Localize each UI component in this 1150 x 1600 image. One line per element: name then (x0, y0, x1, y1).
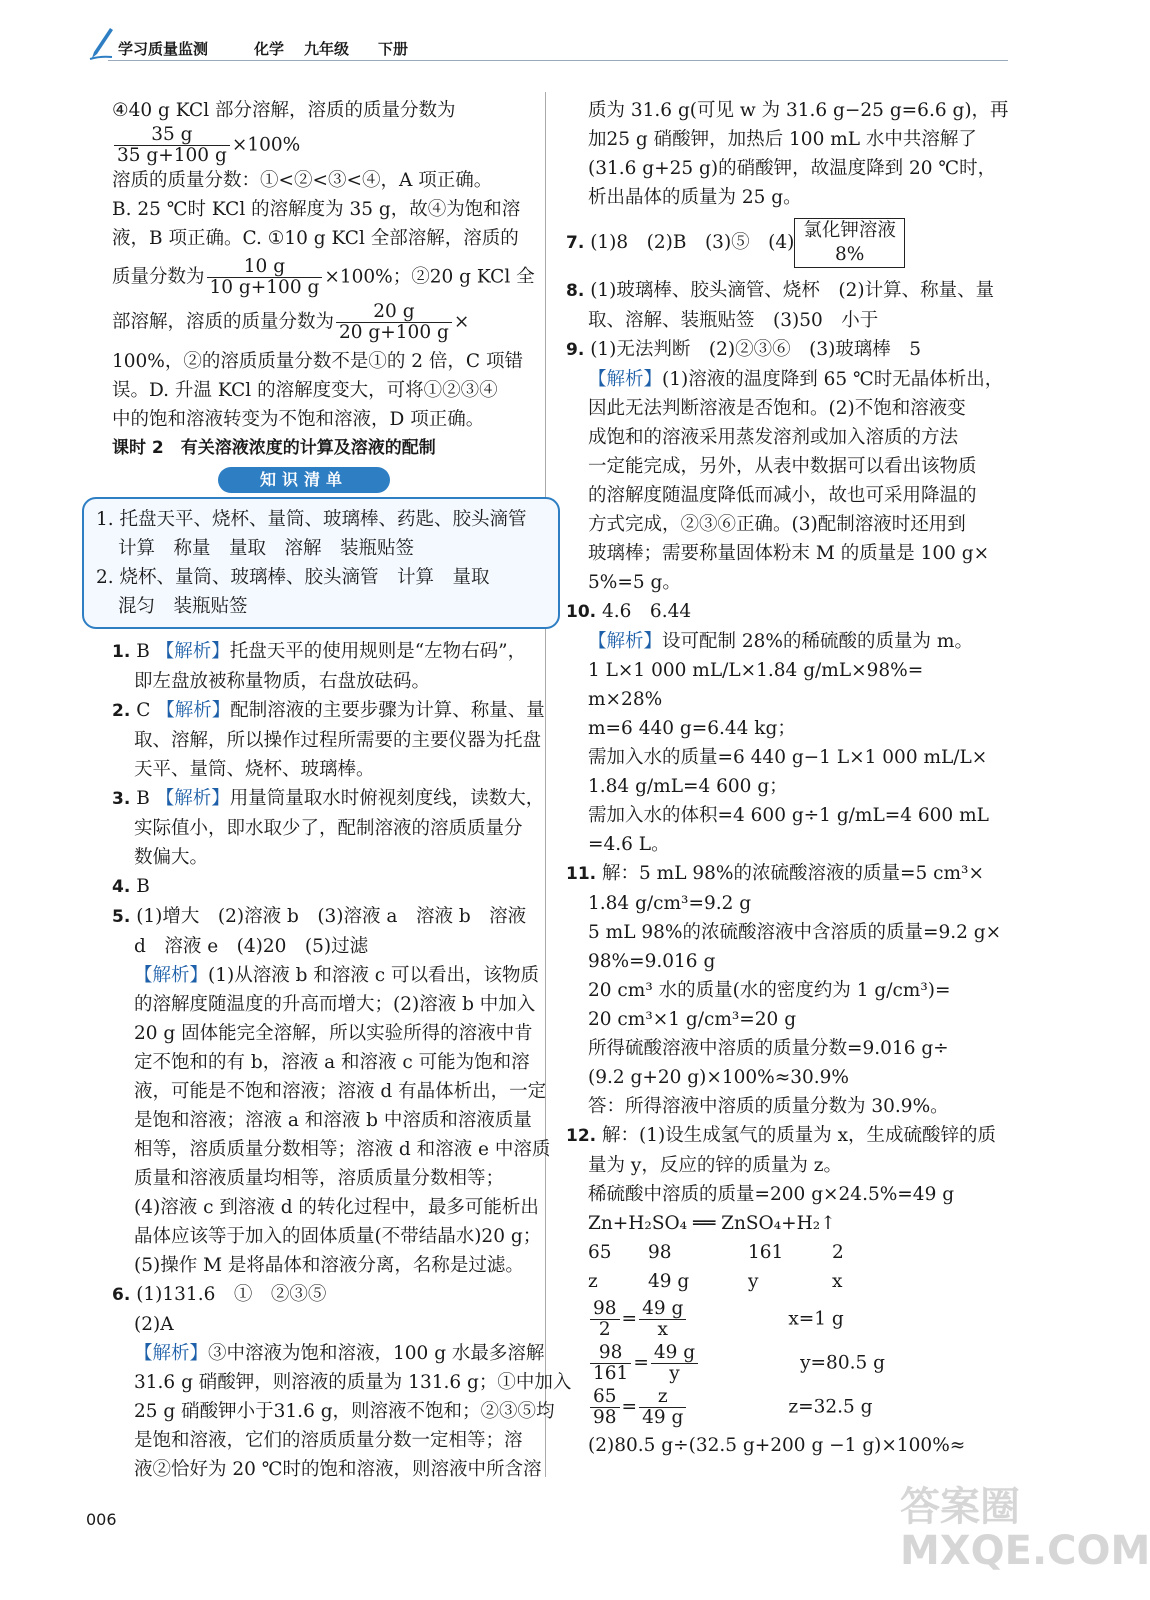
text-line: 定不饱和的有 b，溶液 a 和溶液 c 可能为饱和溶 (134, 1052, 530, 1073)
text-line: ④40 g KCl 部分溶解，溶质的质量分数为 (112, 100, 456, 121)
text-line: 析出晶体的质量为 25 g。 (588, 187, 802, 208)
answer-10: 10. 4.6 6.44 (566, 601, 692, 622)
knowledge-line: 混匀 装瓶贴签 (118, 596, 248, 617)
header-rule (108, 60, 1008, 61)
text-line: 即左盘放被称量物质，右盘放砝码。 (134, 671, 431, 692)
text-line: 1.84 g/cm³=9.2 g (588, 893, 752, 914)
text-line: 31.6 g 硝酸钾，则溶液的质量为 131.6 g；①中加入 (134, 1372, 572, 1393)
answer-2: 2. C 【解析】配制溶液的主要步骤为计算、称量、量 (112, 700, 545, 721)
answer-4: 4. B (112, 876, 150, 897)
proportion-row: $\frac{98}{161}$ = $\frac{49 g}{y}$ y=80.5 g (566, 1343, 1016, 1384)
answer-9: 9. (1)无法判断 (2)②③⑥ (3)玻璃棒 5 (566, 339, 922, 360)
text-line: 成饱和的溶液采用蒸发溶剂或加入溶质的方法 (588, 427, 959, 448)
text-line: 100%，②的溶质质量分数不是①的 2 倍，C 项错 (112, 351, 523, 372)
text-line: 质为 31.6 g(可见 w 为 31.6 g−25 g=6.6 g)，再 (588, 100, 1009, 121)
column-divider (545, 92, 546, 1477)
knowledge-list-badge: 知识清单 (218, 467, 390, 493)
fraction-line: $\frac{35 g}{35 g+100 g}$ ×100% (112, 125, 530, 166)
answer-8: 8. (1)玻璃棒、胶头滴管、烧杯 (2)计算、称量、量 (566, 280, 995, 301)
right-column (566, 96, 1016, 1460)
fraction-line: 部溶解，溶质的质量分数为 $\frac{20 g}{20 g+100 g}$ × (112, 301, 470, 343)
text-line: (2)A (134, 1314, 174, 1335)
knowledge-line: 1. 托盘天平、烧杯、量筒、玻璃棒、药匙、胶头滴管 (96, 509, 527, 530)
text-line: (4)溶液 c 到溶液 d 的转化过程中，最多可能析出 (134, 1197, 539, 1218)
subject: 化学 (254, 40, 285, 58)
text-line: 晶体应该等于加入的固体质量(不带结晶水)20 g； (134, 1226, 542, 1247)
text-line: 【解析】设可配制 28%的稀硫酸的质量为 m。 (588, 631, 973, 652)
text-line: 1 L×1 000 mL/L×1.84 g/mL×98%= (588, 660, 924, 681)
answer-3: 3. B 【解析】用量筒量取水时俯视刻度线，读数大， (112, 788, 545, 809)
text-line: 实际值小，即水取少了，配制溶液的溶质质量分 (134, 818, 523, 839)
molar-mass-row: 65 98 161 2 (588, 1242, 844, 1263)
text-line: 数偏大。 (134, 847, 209, 868)
text-line: 一定能完成，另外，从表中数据可以看出该物质 (588, 456, 977, 477)
answer-11: 11. 解：5 mL 98%的浓硫酸溶液的质量=5 cm³× (566, 863, 984, 884)
answer-5: 5. (1)增大 (2)溶液 b (3)溶液 a 溶液 b 溶液 (112, 906, 527, 927)
fraction-line: 质量分数为 $\frac{10 g}{10 g+100 g}$ ×100%；②20 g KCl 全 (112, 256, 535, 298)
text-line: 是饱和溶液；溶液 a 和溶液 b 中溶质和溶液质量 (134, 1110, 532, 1131)
knowledge-line: 2. 烧杯、量筒、玻璃棒、胶头滴管 计算 量取 (96, 567, 490, 588)
text-line: 5%=5 g。 (588, 572, 681, 593)
text-line: 所得硫酸溶液中溶质的质量分数=9.016 g÷ (588, 1038, 949, 1059)
text-line: (2)80.5 g÷(32.5 g+200 g −1 g)×100%≈ (588, 1435, 966, 1456)
volume: 下册 (378, 40, 409, 58)
answer-7: 7. (1)8 (2)B (3)⑤ (4) 氯化钾溶液 8% (566, 218, 1016, 268)
text-line: 溶质的质量分数：①<②<③<④，A 项正确。 (112, 170, 493, 191)
text-line: 是饱和溶液，它们的溶质质量分数一定相等；溶 (134, 1430, 523, 1451)
text-line: 液，B 项正确。C. ①10 g KCl 全部溶解，溶质的 (112, 228, 519, 249)
watermark: 答案圈 MXQE.COM (900, 1484, 1150, 1574)
text-line: 需加入水的质量=6 440 g−1 L×1 000 mL/L× (588, 747, 988, 768)
text-line: 需加入水的体积=4 600 g÷1 g/mL=4 600 mL (588, 805, 989, 826)
variable-row: z 49 g y x (588, 1271, 843, 1292)
text-line: 稀硫酸中溶质的质量=200 g×24.5%=49 g (588, 1184, 955, 1205)
proportion-row: $\frac{98}{2}$ = $\frac{49 g}{x}$ x=1 g (566, 1299, 1016, 1340)
text-line: 【解析】③中溶液为饱和溶液，100 g 水最多溶解 (134, 1343, 545, 1364)
text-line: 玻璃棒；需要称量固体粉末 M 的质量是 100 g× (588, 543, 990, 564)
text-line: 的溶解度随温度降低而减小，故也可采用降温的 (588, 485, 977, 506)
text-line: 5 mL 98%的浓硫酸溶液中含溶质的质量=9.2 g× (588, 922, 1002, 943)
text-line: 取、溶解，所以操作过程所需要的主要仪器为托盘 (134, 730, 542, 751)
pen-icon (88, 26, 114, 60)
text-line: 因此无法判断溶液是否饱和。(2)不饱和溶液变 (588, 398, 966, 419)
answer-12: 12. 解：(1)设生成氢气的质量为 x，生成硫酸锌的质 (566, 1125, 997, 1146)
text-line: (9.2 g+20 g)×100%≈30.9% (588, 1067, 850, 1088)
text-line: 的溶解度随温度的升高而增大；(2)溶液 b 中加入 (134, 994, 536, 1015)
text-line: 量为 y，反应的锌的质量为 z。 (588, 1155, 842, 1176)
section-title: 课时 2 有关溶液浓度的计算及溶液的配制 (112, 438, 436, 458)
knowledge-line: 计算 称量 量取 溶解 装瓶贴签 (118, 538, 415, 559)
text-line: 【解析】(1)溶液的温度降到 65 ℃时无晶体析出， (588, 369, 1004, 390)
text-line: 1.84 g/mL=4 600 g； (588, 776, 788, 797)
text-line: (31.6 g+25 g)的硝酸钾，故温度降到 20 ℃时， (588, 158, 997, 179)
text-line: 天平、量筒、烧杯、玻璃棒。 (134, 759, 375, 780)
text-line: (5)操作 M 是将晶体和溶液分离，名称是过滤。 (134, 1255, 524, 1276)
series-title: 学习质量监测 (118, 40, 209, 58)
text-line: 20 cm³ 水的质量(水的密度约为 1 g/cm³)= (588, 980, 951, 1001)
grade: 九年级 (304, 40, 350, 58)
text-line: 中的饱和溶液转变为不饱和溶液，D 项正确。 (112, 409, 485, 430)
knowledge-box (82, 497, 560, 629)
text-line: 20 cm³×1 g/cm³=20 g (588, 1009, 797, 1030)
text-line: 液②恰好为 20 ℃时的饱和溶液，则溶液中所含溶 (134, 1459, 542, 1480)
page-number: 006 (86, 1510, 117, 1529)
text-line: 相等，溶质质量分数相等；溶液 d 和溶液 e 中溶质 (134, 1139, 551, 1160)
text-line: 20 g 固体能完全溶解，所以实验所得的溶液中肯 (134, 1023, 533, 1044)
page-header (88, 30, 1038, 60)
label-box: 氯化钾溶液 8% (794, 218, 905, 268)
text-line: 98%=9.016 g (588, 951, 716, 972)
left-column (96, 96, 572, 1484)
text-line: m×28% (588, 689, 663, 710)
text-line: 答：所得溶液中溶质的质量分数为 30.9%。 (588, 1096, 949, 1117)
chemical-equation: Zn+H₂SO₄ ══ ZnSO₄+H₂↑ (588, 1213, 836, 1234)
text-line: 25 g 硝酸钾小于31.6 g，则溶液不饱和；②③⑤均 (134, 1401, 555, 1422)
text-line: 方式完成，②③⑥正确。(3)配制溶液时还用到 (588, 514, 966, 535)
text-line: 加25 g 硝酸钾，加热后 100 mL 水中共溶解了 (588, 129, 977, 150)
text-line: =4.6 L。 (588, 834, 670, 855)
text-line: B. 25 ℃时 KCl 的溶解度为 35 g，故④为饱和溶 (112, 199, 521, 220)
text-line: 【解析】(1)从溶液 b 和溶液 c 可以看出，该物质 (134, 965, 539, 986)
text-line: d 溶液 e (4)20 (5)过滤 (134, 936, 369, 957)
answer-1: 1. B 【解析】托盘天平的使用规则是“左物右码”， (112, 641, 527, 662)
text-line: 质量和溶液质量均相等，溶质质量分数相等； (134, 1168, 505, 1189)
answer-6: 6. (1)131.6 ① ②③⑤ (112, 1284, 327, 1305)
text-line: 取、溶解、装瓶贴签 (3)50 小于 (588, 310, 879, 331)
text-line: 液，可能是不饱和溶液；溶液 d 有晶体析出，一定 (134, 1081, 547, 1102)
text-line: m=6 440 g=6.44 kg； (588, 718, 796, 739)
proportion-row: $\frac{65}{98}$ = $\frac{z}{49 g}$ z=32.5 g (566, 1387, 1016, 1428)
text-line: 误。D. 升温 KCl 的溶解度变大，可将①②③④ (112, 380, 498, 401)
